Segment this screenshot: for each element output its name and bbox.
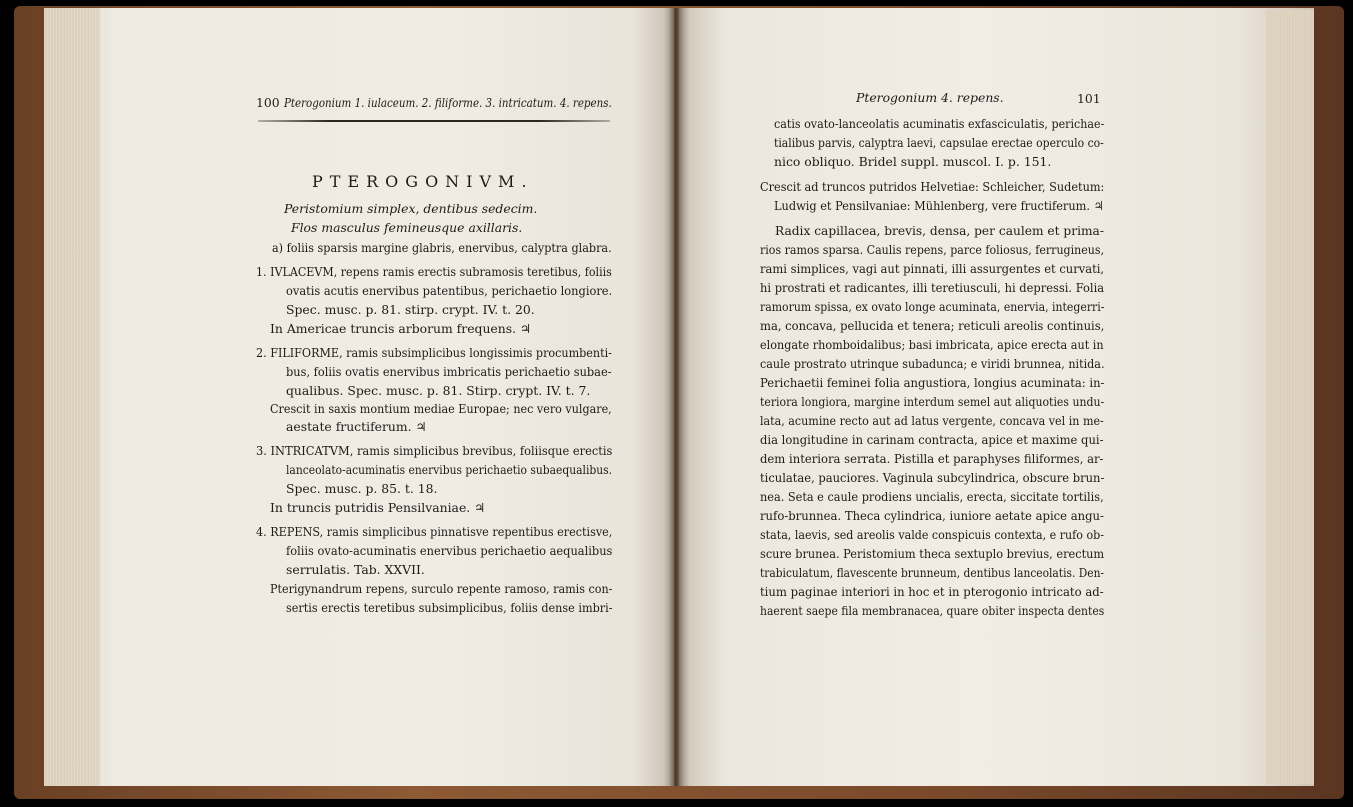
right-line: tium paginae interiori in hoc et in pterogonio intricato ad- [760,584,1104,599]
left-line: Peristomium simplex, dentibus sedecim. [284,201,538,216]
right-line: stata, laevis, sed areolis valde conspicuis contexta, e rufo ob- [760,527,1104,542]
right-running-head: Pterogonium 4. repens. [856,90,1004,105]
left-line: Crescit in saxis montium mediae Europae; nec vero vulgare, [270,401,612,416]
left-line: Pterigynandrum repens, surculo repente ramoso, ramis con- [270,581,613,596]
left-line: foliis ovato-acuminatis enervibus perichaetio aequalibus [286,543,613,558]
right-line: Crescit ad truncos putridos Helvetiae: Schleicher, Sudetum: [760,179,1105,194]
right-line: dem interiora serrata. Pistilla et paraphyses filiformes, ar- [760,451,1104,466]
left-line: 1. IVLACEVM, repens ramis erectis subramosis teretibus, foliis [256,264,612,279]
right-line: teriora longiora, margine interdum semel aut aliquoties undu- [760,394,1105,409]
right-page-number: 101 [1077,91,1101,106]
right-line: catis ovato-lanceolatis acuminatis exfasciculatis, perichae- [774,116,1105,131]
right-page-edges [1266,10,1314,784]
left-line: In truncis putridis Pensilvaniae. ♃ [270,500,486,515]
right-line: ramorum spissa, ex ovato longe acuminata, enervia, integerri- [760,299,1105,314]
left-page-number: 100 [256,95,280,110]
left-page-edges [44,8,100,786]
right-line: Perichaetii feminei folia angustiora, longius acuminata: in- [760,375,1105,390]
left-line: lanceolato-acuminatis enervibus perichaetio subaequalibus. [286,462,613,477]
right-line: lata, acumine recto aut ad latus vergente, concava vel in me- [760,413,1104,428]
book-gutter [664,8,690,786]
left-running-head: Pterogonium 1. iulaceum. 2. filiforme. 3. intricatum. 4. repens. [284,95,612,110]
left-line: a) foliis sparsis margine glabris, enervibus, calyptra glabra. [272,240,612,255]
right-line: elongate rhomboidalibus; basi imbricata, apice erecta aut in [760,337,1104,352]
left-line: serrulatis. Tab. XXVII. [286,562,425,577]
left-line: 2. FILIFORME, ramis subsimplicibus longissimis procumbenti- [256,345,612,360]
left-line: qualibus. Spec. musc. p. 81. Stirp. crypt. IV. t. 7. [286,383,591,398]
left-line: aestate fructiferum. ♃ [286,419,427,434]
left-line: In Americae truncis arborum frequens. ♃ [270,321,532,336]
left-line: sertis erectis teretibus subsimplicibus, foliis dense imbri- [286,600,613,615]
header-rule [258,120,610,122]
left-line: ovatis acutis enervibus patentibus, perichaetio longiore. [286,283,613,298]
right-line: dia longitudine in carinam contracta, apice et maxime qui- [760,432,1104,447]
left-line: 3. INTRICATVM, ramis simplicibus brevibus, foliisque erectis [256,443,613,458]
left-line: Flos masculus femineusque axillaris. [291,220,523,235]
right-line: rufo-brunnea. Theca cylindrica, iuniore aetate apice angu- [760,508,1104,523]
right-line: tialibus parvis, calyptra laevi, capsulae erectae operculo co- [774,135,1104,150]
right-line: nico obliquo. Bridel suppl. muscol. I. p. 151. [774,154,1052,169]
right-line: ticulatae, pauciores. Vaginula subcylindrica, obscure brun- [760,470,1105,485]
right-line: haerent saepe fila membranacea, quare obiter inspecta dentes [760,603,1105,618]
left-line: Spec. musc. p. 81. stirp. crypt. IV. t. 20. [286,302,535,317]
right-line: nea. Seta e caule prodiens uncialis, erecta, siccitate tortilis, [760,489,1104,504]
right-line: rami simplices, vagi aut pinnati, illi assurgentes et curvati, [760,261,1105,276]
genus-title: PTEROGONIVM. [312,172,534,191]
right-line: Radix capillacea, brevis, densa, per caulem et prima- [775,223,1104,238]
right-line: scure brunea. Peristomium theca sextuplo brevius, erectum [760,546,1105,561]
left-line: 4. REPENS, ramis simplicibus pinnatisve repentibus erectisve, [256,524,613,539]
right-line: Ludwig et Pensilvaniae: Mühlenberg, vere fructiferum. ♃ [774,198,1104,213]
right-line: caule prostrato utrinque subadunca; e viridi brunnea, nitida. [760,356,1105,371]
right-line: trabiculatum, flavescente brunneum, dentibus lanceolatis. Den- [760,565,1105,580]
left-line: bus, foliis ovatis enervibus imbricatis perichaetio subae- [286,364,612,379]
right-line: hi prostrati et radicantes, illi teretiusculi, hi depressi. Folia [760,280,1105,295]
right-line: rios ramos sparsa. Caulis repens, parce foliosus, ferrugineus, [760,242,1105,257]
left-line: Spec. musc. p. 85. t. 18. [286,481,438,496]
right-line: ma, concava, pellucida et tenera; reticuli areolis continuis, [760,318,1105,333]
